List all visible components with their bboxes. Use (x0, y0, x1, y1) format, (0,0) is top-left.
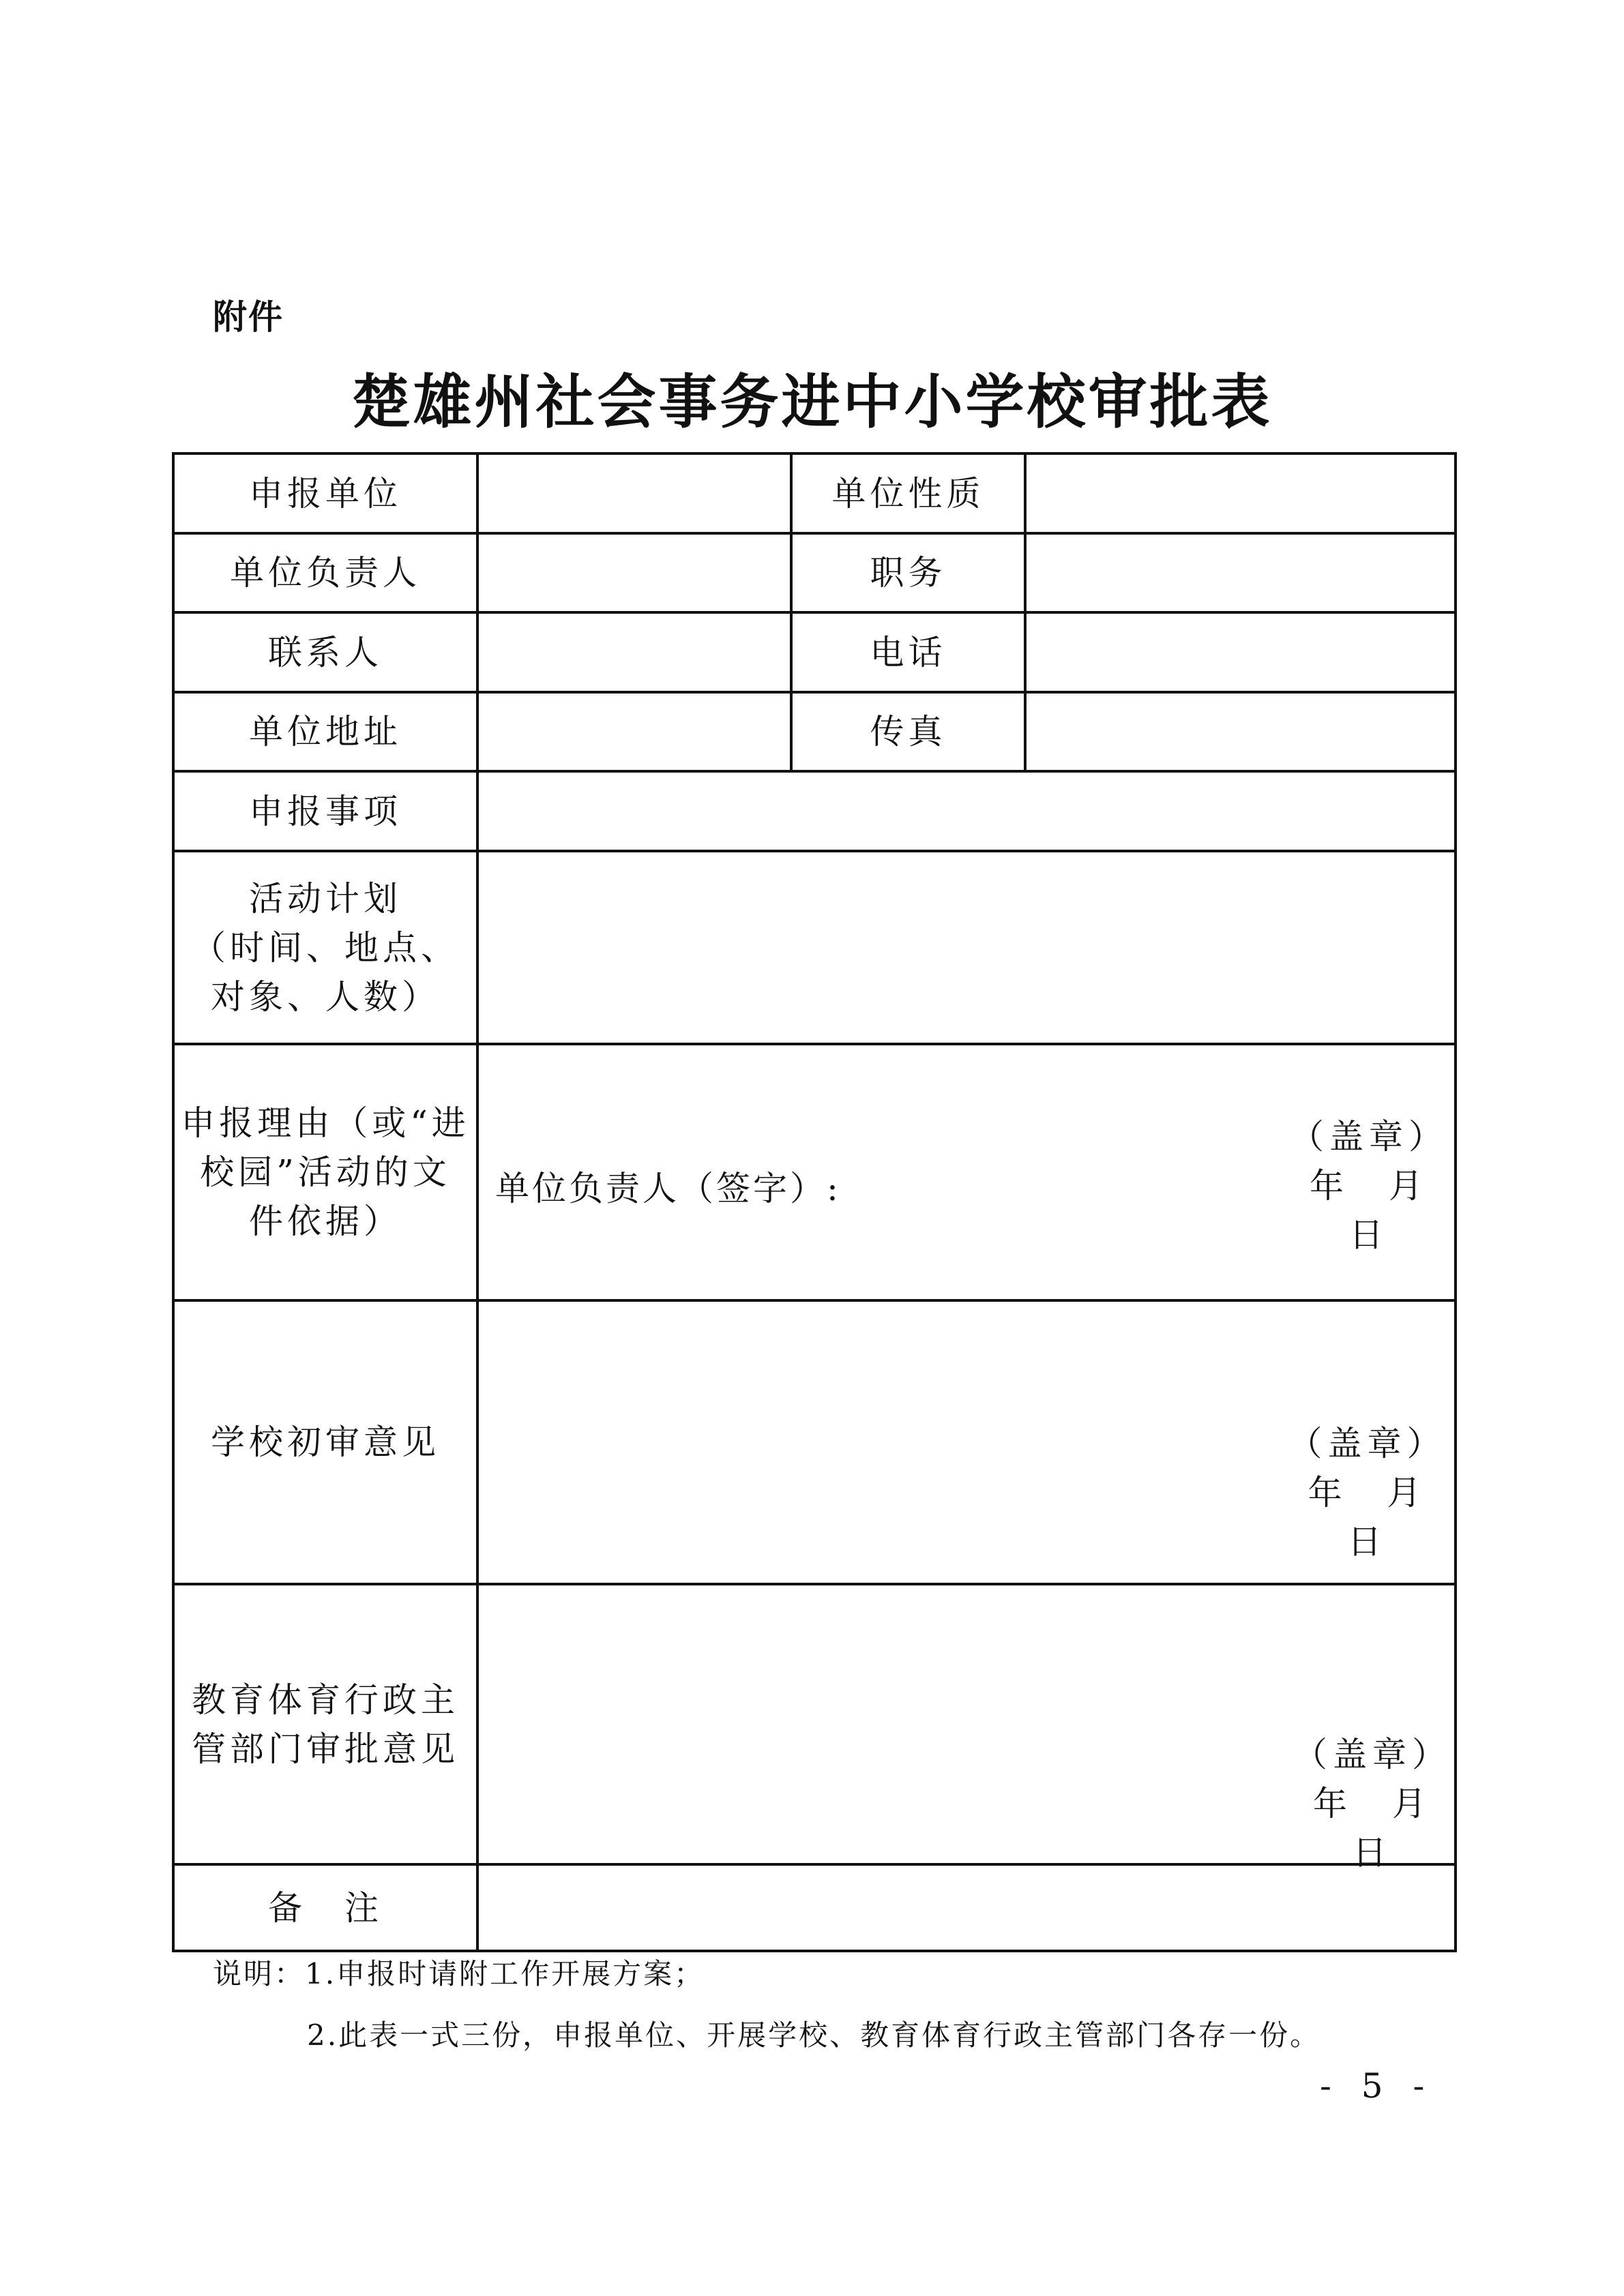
label-report-item: 申报事项 (173, 771, 477, 851)
label-school-review: 学校初审意见 (173, 1300, 477, 1584)
label-activity-plan-line-2: （时间、地点、 (192, 927, 459, 968)
date-reason: 年 月 日 (1310, 1166, 1468, 1255)
label-reason-line-2: 校园”活动的文 (200, 1152, 451, 1192)
row-contact (173, 612, 1456, 692)
label-activity-plan-line-1: 活动计划 (249, 878, 402, 919)
label-phone: 电话 (791, 612, 1025, 692)
row-unit-leader (173, 533, 1456, 612)
document-title: 楚雄州社会事务进中小学校审批表 (351, 368, 1273, 436)
label-edu-approval-line-1: 教育体育行政主 (192, 1680, 459, 1720)
row-reason (173, 1044, 1456, 1300)
row-reporting-unit (173, 453, 1456, 533)
label-reason (173, 1044, 477, 1300)
row-unit-address (173, 692, 1456, 771)
attachment-label: 附件 (213, 297, 284, 337)
label-activity-plan-line-3: 对象、人数） (211, 976, 440, 1017)
seal-school: （盖章） (1288, 1424, 1447, 1463)
label-remarks: 备 注 (173, 1864, 477, 1951)
seal-reason: （盖章） (1290, 1117, 1448, 1157)
approval-form-table (172, 452, 1471, 1952)
field-report-item[interactable] (477, 771, 1456, 851)
field-unit-nature[interactable] (1025, 453, 1456, 533)
label-reason-line-1: 申报理由（或“进 (181, 1103, 470, 1143)
label-reason-line-3: 件依据） (249, 1202, 402, 1241)
field-phone[interactable] (1025, 612, 1456, 692)
label-edu-approval-line-2: 管部门审批意见 (192, 1729, 459, 1769)
field-position[interactable] (1025, 533, 1456, 612)
page-number: - 5 - (1320, 2066, 1434, 2106)
label-unit-nature: 单位性质 (791, 453, 1025, 533)
row-edu-approval (173, 1584, 1456, 1864)
label-position: 职务 (791, 533, 1025, 612)
label-reporting-unit: 申报单位 (173, 453, 477, 533)
label-contact: 联系人 (173, 612, 477, 692)
notes (213, 1943, 1320, 2066)
row-remarks (173, 1864, 1456, 1951)
field-unit-leader[interactable] (477, 533, 791, 612)
note-line-2: 2.此表一式三份，申报单位、开展学校、教育体育行政主管部门各存一份。 (307, 2018, 1321, 2052)
row-school-review (173, 1300, 1456, 1584)
field-reason[interactable] (477, 1044, 1468, 1300)
field-unit-address[interactable] (477, 692, 791, 771)
field-contact[interactable] (477, 612, 791, 692)
leader-signature-label: 单位负责人（签字）: (495, 1169, 841, 1208)
field-reporting-unit[interactable] (477, 453, 791, 533)
field-remarks[interactable] (477, 1864, 1456, 1951)
label-fax: 传真 (791, 692, 1025, 771)
row-report-item (173, 771, 1456, 851)
field-school-review[interactable] (477, 1300, 1466, 1584)
field-fax[interactable] (1025, 692, 1456, 771)
field-edu-approval[interactable] (477, 1584, 1471, 1873)
date-school: 年 月 日 (1308, 1473, 1466, 1562)
note-line-1: 说明：1.申报时请附工作开展方案； (213, 1957, 705, 1991)
label-activity-plan (173, 851, 477, 1044)
seal-edu: （盖章） (1293, 1735, 1451, 1774)
field-activity-plan[interactable] (477, 851, 1456, 1044)
row-activity-plan (173, 851, 1456, 1044)
date-edu: 年 月 日 (1313, 1784, 1471, 1873)
label-unit-address: 单位地址 (173, 692, 477, 771)
label-unit-leader: 单位负责人 (173, 533, 477, 612)
label-edu-approval (173, 1584, 477, 1864)
